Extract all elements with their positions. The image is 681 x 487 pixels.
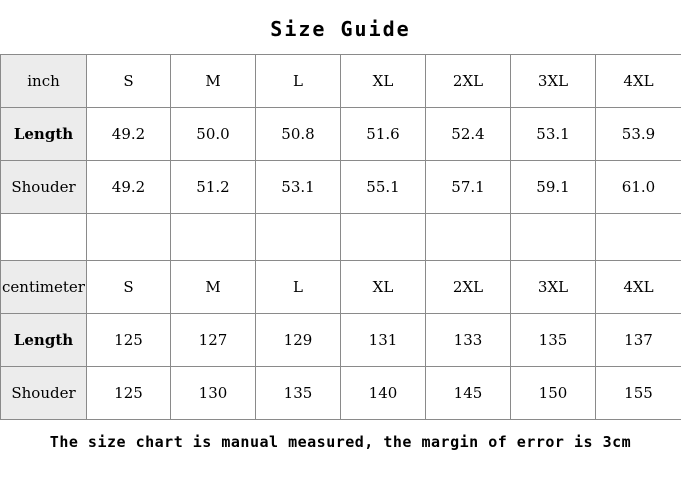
cell-length-cm-s: 125 — [87, 314, 171, 367]
size-header-cm-3xl: 3XL — [511, 261, 596, 314]
spacer-cell — [596, 214, 681, 261]
table-row-inch-header — [1, 55, 681, 108]
size-header-cm-xl: XL — [341, 261, 426, 314]
row-label-length-cm: Length — [1, 314, 87, 367]
cell-shouder-cm-2xl: 145 — [426, 367, 511, 420]
size-guide-table — [0, 54, 681, 420]
size-header-4xl: 4XL — [596, 55, 681, 108]
size-header-cm-4xl: 4XL — [596, 261, 681, 314]
table-row — [1, 314, 681, 367]
spacer-cell — [256, 214, 341, 261]
cell-shouder-inch-4xl: 61.0 — [596, 161, 681, 214]
cell-shouder-cm-l: 135 — [256, 367, 341, 420]
cell-shouder-cm-s: 125 — [87, 367, 171, 420]
spacer-cell — [426, 214, 511, 261]
unit-label-centimeter: centimeter — [1, 261, 87, 314]
table-spacer-row — [1, 214, 681, 261]
size-header-m: M — [171, 55, 256, 108]
cell-shouder-inch-xl: 55.1 — [341, 161, 426, 214]
cell-length-inch-xl: 51.6 — [341, 108, 426, 161]
row-label-shouder-inch: Shouder — [1, 161, 87, 214]
cell-shouder-inch-s: 49.2 — [87, 161, 171, 214]
table-row — [1, 108, 681, 161]
row-label-length-inch: Length — [1, 108, 87, 161]
cell-length-inch-m: 50.0 — [171, 108, 256, 161]
cell-length-cm-l: 129 — [256, 314, 341, 367]
cell-length-inch-s: 49.2 — [87, 108, 171, 161]
cell-shouder-cm-m: 130 — [171, 367, 256, 420]
row-label-shouder-cm: Shouder — [1, 367, 87, 420]
cell-length-inch-l: 50.8 — [256, 108, 341, 161]
cell-length-cm-3xl: 135 — [511, 314, 596, 367]
spacer-cell — [511, 214, 596, 261]
cell-shouder-inch-l: 53.1 — [256, 161, 341, 214]
size-header-l: L — [256, 55, 341, 108]
cell-shouder-inch-3xl: 59.1 — [511, 161, 596, 214]
size-header-cm-s: S — [87, 261, 171, 314]
unit-label-inch: inch — [1, 55, 87, 108]
cell-length-inch-2xl: 52.4 — [426, 108, 511, 161]
spacer-cell — [171, 214, 256, 261]
spacer-cell — [87, 214, 171, 261]
size-header-xl: XL — [341, 55, 426, 108]
cell-shouder-cm-3xl: 150 — [511, 367, 596, 420]
table-row-cm-header — [1, 261, 681, 314]
size-header-cm-l: L — [256, 261, 341, 314]
size-header-3xl: 3XL — [511, 55, 596, 108]
table-row — [1, 161, 681, 214]
cell-length-cm-4xl: 137 — [596, 314, 681, 367]
size-header-cm-2xl: 2XL — [426, 261, 511, 314]
spacer-cell — [1, 214, 87, 261]
cell-length-inch-4xl: 53.9 — [596, 108, 681, 161]
cell-shouder-inch-m: 51.2 — [171, 161, 256, 214]
cell-shouder-cm-xl: 140 — [341, 367, 426, 420]
page-title: Size Guide — [270, 17, 411, 41]
footer-note: The size chart is manual measured, the margin of error is 3cm — [49, 433, 632, 451]
cell-length-cm-m: 127 — [171, 314, 256, 367]
size-header-cm-m: M — [171, 261, 256, 314]
cell-shouder-inch-2xl: 57.1 — [426, 161, 511, 214]
spacer-cell — [341, 214, 426, 261]
table-row — [1, 367, 681, 420]
cell-length-cm-xl: 131 — [341, 314, 426, 367]
cell-length-inch-3xl: 53.1 — [511, 108, 596, 161]
size-header-s: S — [87, 55, 171, 108]
cell-length-cm-2xl: 133 — [426, 314, 511, 367]
size-header-2xl: 2XL — [426, 55, 511, 108]
cell-shouder-cm-4xl: 155 — [596, 367, 681, 420]
